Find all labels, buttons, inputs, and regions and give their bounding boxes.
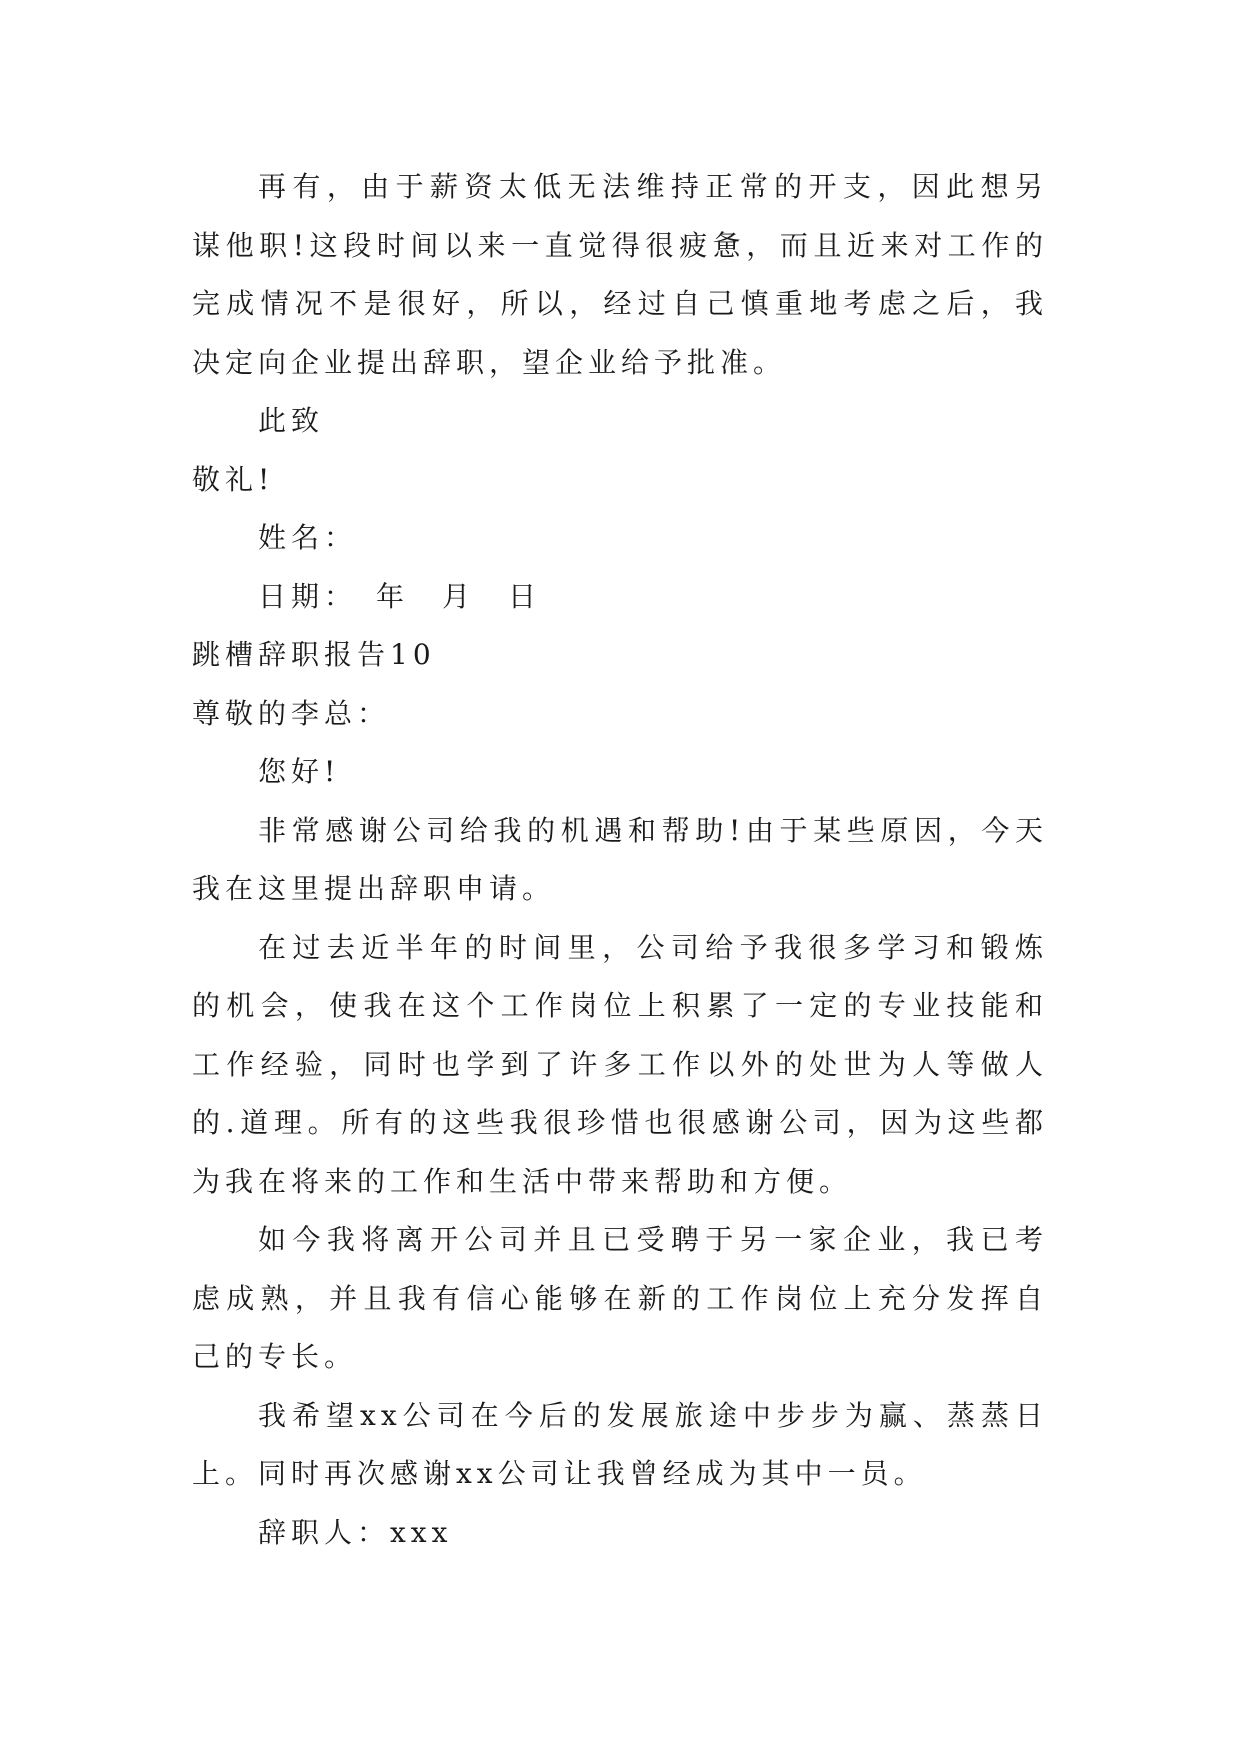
document-body [192,158,1048,1562]
closing-salutation: 此致 [258,404,325,437]
paragraph-experience: 在过去近半年的时间里，公司给予我很多学习和锻炼的机会，使我在这个工作岗位上积累了一定的专业技能和工作经验，同时也学到了许多工作以外的处世为人等做人的.道理。所有的这些我很珍惜也很感谢公司，因为这些都为我在将来的工作和生活中带来帮助和方便。 [192,930,1048,1198]
section-heading: 跳槽辞职报告10 [192,638,436,671]
letter-greeting: 您好! [258,755,341,788]
paragraph-wishes: 我希望xx公司在今后的发展旅途中步步为赢、蒸蒸日上。同时再次感谢xx公司让我曾经成为其中一员。 [192,1398,1048,1490]
signature-resigner: 辞职人：xxx [258,1515,453,1549]
paragraph-new-job: 如今我将离开公司并且已受聘于另一家企业，我已考虑成熟，并且我有信心能够在新的工作岗位上充分发挥自己的专长。 [192,1223,1048,1373]
signature-date-line: 日期： 年 月 日 [258,579,542,613]
paragraph-reason: 再有，由于薪资太低无法维持正常的开支，因此想另谋他职!这段时间以来一直觉得很疲惫，而且近来对工作的完成情况不是很好，所以，经过自己慎重地考虑之后，我决定向企业提出辞职，望企业给予批准。 [192,170,1048,379]
paragraph-intro: 非常感谢公司给我的机遇和帮助!由于某些原因，今天我在这里提出辞职申请。 [192,813,1048,905]
letter-recipient: 尊敬的李总： [192,696,391,730]
signature-name-line: 姓名： [258,521,358,554]
closing-regards: 敬礼! [192,462,275,496]
